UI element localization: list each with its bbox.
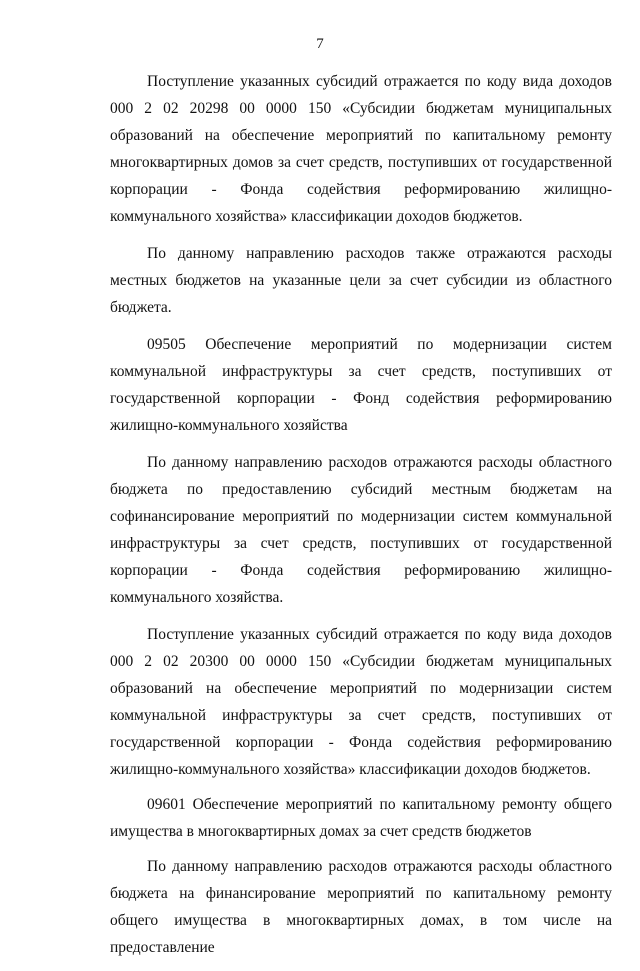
- paragraph-capital-repair: По данному направлению расходов отражаются расходы областного бюджета на финансирование мероприятий по капитальному ремонту общего имущества в многоквартирных домах, в том числе на предоставление: [110, 858, 612, 956]
- paragraph-regional-subsidies: По данному направлению расходов отражаются расходы областного бюджета по предоставлению субсидий местным бюджетам на софинансирование мероприятий по модернизации систем коммунальной инфраструктуры за счет средств, поступивших от государственной корпорации - Фонда содействия реформированию жилищно-коммунального хозяйства.: [110, 454, 612, 606]
- paragraph-income-code-20298: Поступление указанных субсидий отражается по коду вида доходов 000 2 02 20298 00 0000 150 «Субсидии бюджетам муниципальных образований на обеспечение мероприятий по капитальному ремонту многоквартирных домов за счет средств, поступивших от государственной корпорации - Фонда содействия реформированию жилищно-коммунального хозяйства» классификации доходов бюджетов.: [110, 73, 612, 225]
- paragraph-local-budgets: По данному направлению расходов также отражаются расходы местных бюджетов на указанные цели за счет субсидии из областного бюджета.: [110, 245, 612, 316]
- paragraph-income-code-20300: Поступление указанных субсидий отражается по коду вида доходов 000 2 02 20300 00 0000 150 «Субсидии бюджетам муниципальных образований на обеспечение мероприятий по модернизации систем коммунальной инфраструктуры за счет средств, поступивших от государственной корпорации - Фонда содействия реформированию жилищно-коммунального хозяйства» классификации доходов бюджетов.: [110, 626, 612, 778]
- page-number: 7: [316, 36, 324, 52]
- document-body: [110, 68, 612, 971]
- paragraph-heading-09505: 09505 Обеспечение мероприятий по модернизации систем коммунальной инфраструктуры за счет средств, поступивших от государственной корпорации - Фонд содействия реформированию жилищно-коммунального хозяйства: [110, 336, 612, 434]
- paragraph-heading-09601: 09601 Обеспечение мероприятий по капитальному ремонту общего имущества в многоквартирных домах за счет средств бюджетов: [110, 796, 612, 840]
